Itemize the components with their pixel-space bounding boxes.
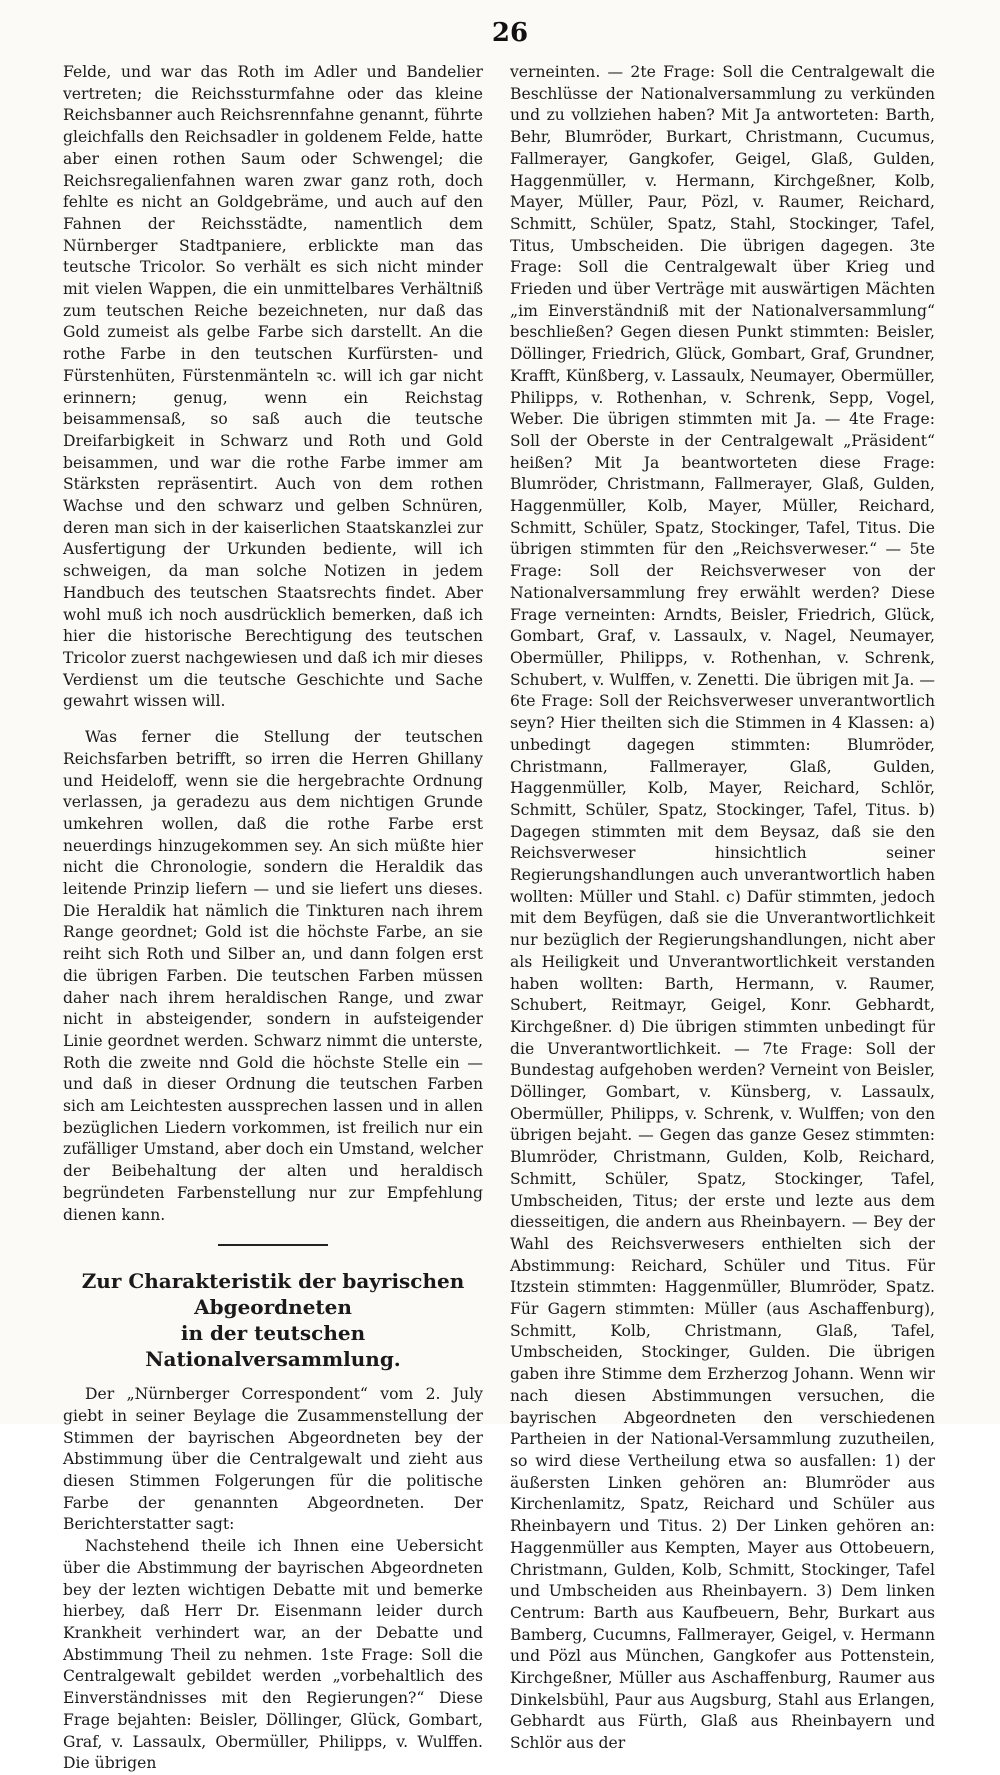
left-paragraph-1: Felde, und war das Roth im Adler und Bandelier vertreten; die Reichssturmfahne oder das kleine Reichsbanner auch Reichsrennfahne genannt, führte gleichfalls den Reichsadler in goldenem Felde, hatte aber einen rothen Saum oder Schwengel; die Reichsregalienfahnen waren zwar ganz roth, doch fehlte es nicht an Goldgebräme, und auch auf den Fahnen der Reichsstädte, namentlich dem Nürnberger Stadtpaniere, erblickte man das teutsche Tricolor. So verhält es sich nicht minder mit vielen Wappen, die ein unmittelbares Verhältniß zum teutschen Reiche bezeichneten, nur daß das Gold zumeist als gelbe Farbe sich darstellt. An die rothe Farbe in den teutschen Kurfürsten- und Fürstenhüten, Fürstenmänteln ꝛc. will ich gar nicht erinnern; genug, wenn ein Reichstag beisammensaß, so saß auch die teutsche Dreifarbigkeit in Schwarz und Roth und Gold beisammen, und war die rothe Farbe immer am Stärksten repräsentirt. Auch von dem rothen Wachse und den schwarz und gelben Schnüren, deren man sich in der kaiserlichen Staatskanzlei zur Ausfertigung der Urkunden bediente, will ich schweigen, da man solche Notizen in jedem Handbuch des teutschen Staatsrechts findet. Aber wohl muß ich noch ausdrücklich bemerken, daß ich hier die historische Berechtigung des teutschen Tricolor zuerst nachgewiesen und daß ich mir dieses Verdienst um die teutsche Geschichte und Sache gewahrt wissen will.	[63, 63, 483, 711]
page-number: 26	[491, 18, 529, 48]
section-divider	[218, 1244, 328, 1246]
right-paragraph-1: verneinten. — 2te Frage: Soll die Centralgewalt die Beschlüsse der Nationalversammlung zu verkünden und zu vollziehen haben? Mit Ja antworteten: Barth, Behr, Blumröder, Burkart, Christmann, Cucumus, Fallmerayer, Gangkofer, Geigel, Glaß, Gulden, Haggenmüller, v. Hermann, Kirchgeßner, Kolb, Mayer, Müller, Paur, Pözl, v. Raumer, Reichard, Schmitt, Schüler, Spatz, Stahl, Stockinger, Tafel, Titus, Umbscheiden. Die übrigen dagegen. 3te Frage: Soll die Centralgewalt über Krieg und Frieden und über Verträge mit auswärtigen Mächten „im Einverständniß mit der Nationalversammlung“ beschließen? Gegen diesen Punkt stimmten: Beisler, Döllinger, Friedrich, Glück, Gombart, Graf, Grundner, Krafft, Künßberg, v. Lassaulx, Neumayer, Obermüller, Philipps, v. Rothenhan, v. Schrenk, Sepp, Vogel, Weber. Die übrigen stimmten mit Ja. — 4te Frage: Soll der Oberste in der Centralgewalt „Präsident“ heißen? Mit Ja beantworteten diese Frage: Blumröder, Christmann, Fallmerayer, Glaß, Gulden, Haggenmüller, Kolb, Mayer, Müller, Reichard, Schmitt, Schüler, Spatz, Stockinger, Tafel, Titus. Die übrigen stimmten für den „Reichsverweser.“ — 5te Frage: Soll der Reichsverweser von der Nationalversammlung frey erwählt werden? Diese Frage verneinten: Arndts, Beisler, Friedrich, Glück, Gombart, Graf, v. Lassaulx, v. Nagel, Neumayer, Obermüller, Philipps, v. Rothenhan, v. Schrenk, Schubert, v. Wulffen, v. Zenetti. Die übrigen mit Ja. — 6te Frage: Soll der Reichsverweser unverantwortlich seyn? Hier theilten sich die Stimmen in 4 Klassen: a) unbedingt dagegen stimmten: Blumröder, Christmann, Fallmerayer, Glaß, Gulden, Haggenmüller, Kolb, Mayer, Reichard, Schlör, Schmitt, Schüler, Spatz, Stockinger, Tafel, Titus. b) Dagegen stimmten mit dem Beysaz, daß sie den Reichsverweser hinsichtlich seiner Regierungshandlungen auch unverantwortlich haben wollten: Müller und Stahl. c) Dafür stimmten, jedoch mit dem Beyfügen, daß sie die Unverantwortlichkeit nur bezüglich der Regierungshandlungen, nicht aber als Heiligkeit und Unverantwortlichkeit verstanden haben wollten: Barth, Hermann, v. Raumer, Schubert, Reitmayr, Geigel, Konr. Gebhardt, Kirchgeßner. d) Die übrigen stimmten unbedingt für die Unverantwortlichkeit. — 7te Frage: Soll der Bundestag aufgehoben werden? Verneint von Beisler, Döllinger, Gombart, v. Künsberg, v. Lassaulx, Obermüller, Philipps, v. Schrenk, v. Wulffen; von den übrigen bejaht. — Gegen das ganze Gesez stimmten: Blumröder, Christmann, Gulden, Kolb, Reichard, Schmitt, Schüler, Spatz, Stockinger, Tafel, Umbscheiden, Titus; der erste und lezte aus dem diesseitigen, die andern aus Rheinbayern. — Bey der Wahl des Reichsverwesers enthielten sich der Abstimmung: Reichard, Schüler und Titus. Für Itzstein stimmten: Haggenmüller, Blumröder, Spatz. Für Gagern stimmten: Müller (aus Aschaffenburg), Schmitt, Kolb, Christmann, Glaß, Tafel, Umbscheiden, Stockinger, Gulden. Die übrigen gaben ihre Stimme dem Erzherzog Johann. Wenn wir nach diesen Abstimmungen versuchen, die bayrischen Abgeordneten den verschiedenen Partheien in der National-Versammlung zuzutheilen, so wird diese Vertheilung etwa so ausfallen: 1) der äußersten Linken gehören an: Blumröder aus Kirchenlamitz, Spatz, Reichard und Schüler aus Rheinbayern und Titus. 2) Der Linken gehören an: Haggenmüller aus Kempten, Mayer aus Ottobeuern, Christmann, Gulden, Kolb, Schmitt, Stockinger, Tafel und Umbscheiden aus Rheinbayern. 3) Dem linken Centrum: Barth aus Kaufbeuern, Behr, Burkart aus Bamberg, Cucumns, Fallmerayer, Geigel, v. Hermann und Pözl aus München, Gangkofer aus Pottenstein, Kirchgeßner, Müller aus Aschaffenburg, Raumer aus Dinkelsbühl, Paur aus Augsburg, Stahl aus Erlangen, Gebhardt aus Fürth, Glaß aus Rheinbayern und Schlör aus der	[510, 63, 935, 1753]
left-paragraph-3: Der „Nürnberger Correspondent“ vom 2. July giebt in seiner Beylage die Zusammenstellung der Stimmen der bayrischen Abgeordneten bey der Abstimmung über die Centralgewalt und zieht aus diesen Stimmen Folgerungen für die politische Farbe der genannten Abgeordneten. Der Berichterstatter sagt:	[63, 1385, 483, 1534]
left-paragraph-4: Nachstehend theile ich Ihnen eine Uebersicht über die Abstimmung der bayrischen Abgeordneten bey der lezten wichtigen Debatte mit und bemerke hierbey, daß Herr Dr. Eisenmann leider durch Krankheit verhindert war, an der Debatte und Abstimmung Theil zu nehmen. 1ste Frage: Soll die Centralgewalt gebildet werden „vorbehaltlich des Einverständnisses mit den Regierungen?“ Diese Frage bejahten: Beisler, Döllinger, Glück, Gombart, Graf, v. Lassaulx, Obermüller, Philipps, v. Wulffen. Die übrigen	[63, 1537, 483, 1773]
right-column	[510, 62, 935, 1755]
left-column	[63, 62, 483, 1775]
left-paragraph-2: Was ferner die Stellung der teutschen Reichsfarben betrifft, so irren die Herren Ghillany und Heideloff, wenn sie die hergebrachte Ordnung verlassen, ja geradezu aus dem nichtigen Grunde umkehren wollen, daß die rothe Farbe erst neuerdings hinzugekommen sey. An sich müßte hier nicht die Chronologie, sondern die Heraldik das leitende Prinzip liefern — und sie liefert uns dieses. Die Heraldik hat nämlich die Tinkturen nach ihrem Range geordnet; Gold ist die höchste Farbe, an sie reiht sich Roth und Silber an, und dann folgen erst die übrigen Farben. Die teutschen Farben müssen daher nach ihrem heraldischen Range, und zwar nicht in absteigender, sondern in aufsteigender Linie geordnet werden. Schwarz nimmt die unterste, Roth die zweite nnd Gold die höchste Stelle ein — und daß in dieser Ordnung die teutschen Farben sich am Leichtesten aussprechen lassen und in allen bezüglichen Liedern vorkommen, ist freilich nur ein zufälliger Umstand, aber doch ein Umstand, welcher der Beibehaltung der alten und heraldisch begründeten Farbenstellung nur zur Empfehlung dienen kann.	[63, 728, 483, 1224]
article-headline	[63, 1268, 483, 1372]
headline-line-2: in der teutschen Nationalversammlung.	[145, 1321, 401, 1372]
headline-line-1: Zur Charakteristik der bayrischen Abgeordneten	[81, 1269, 465, 1320]
